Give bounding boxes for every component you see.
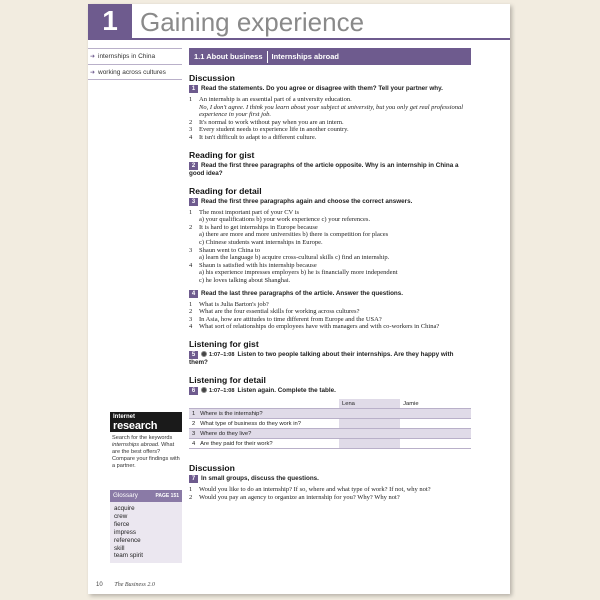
list-item: 3 Shaun went to China to — [189, 246, 261, 254]
glossary-box — [110, 490, 182, 563]
exercise-number: 2 — [189, 162, 198, 170]
glossary-word: acquire — [114, 505, 135, 512]
answer-cell[interactable] — [339, 409, 400, 419]
list-item: 2 It is hard to get internships in Europe because — [189, 223, 318, 231]
header-rule — [88, 38, 510, 40]
chapter-header — [88, 4, 510, 38]
glossary-word: skill — [114, 544, 125, 552]
answer-cell[interactable] — [400, 439, 471, 449]
audio-cd-icon — [201, 351, 207, 357]
example-answer: No, I don't agree. I think you learn about your subject at university, but you only get real professional experience in your first job. — [199, 103, 464, 119]
exercise-number: 4 — [189, 290, 198, 298]
track-reference: 1:07–1:08 — [209, 351, 235, 358]
exercise-number: 5 — [189, 351, 198, 359]
glossary-word: team spirit — [114, 552, 144, 560]
discussion-heading: Discussion — [189, 73, 235, 83]
list-item: 3 In Asia, how are attitudes to time different from Europe and the USA? — [189, 315, 382, 323]
sidebar-link-working-across-cultures[interactable]: ➜ working across cultures — [88, 64, 182, 80]
answer-cell[interactable] — [400, 419, 471, 429]
list-item: 3 Every student needs to experience life in another country. — [189, 126, 349, 134]
list-item: 1 An internship is an essential part of a university education. No, I don't agree. I think you learn about your subject at university, but you only get real professional experience in your first job. — [189, 96, 464, 119]
list-item: 2 What are the four essential skills for working across cultures? — [189, 308, 360, 316]
table-header — [189, 399, 339, 409]
book-title: The Business 2.0 — [114, 582, 155, 588]
answer-cell[interactable] — [400, 429, 471, 439]
glossary-word: reference — [114, 536, 141, 544]
answer-cell[interactable] — [400, 409, 471, 419]
list-item: 1 What is Julia Barton's job? — [189, 300, 269, 308]
exercise-6-instruction: 6 1:07–1:08 Listen again. Complete the table. — [189, 387, 471, 395]
list-item: 4 It isn't difficult to adapt to a different culture. — [189, 133, 317, 141]
exercise-3-instruction: 3 Read the first three paragraphs again and choose the correct answers. — [189, 198, 471, 206]
internet-research-box — [110, 412, 182, 473]
listening-gist-heading: Listening for gist — [189, 338, 259, 349]
glossary-page-ref[interactable]: PAGE 151 — [155, 493, 179, 499]
glossary-title: Glossary — [113, 492, 138, 499]
exercise-5-instruction: 5 1:07–1:08 Listen to two people talking about their internships. Are they happy with them? — [189, 350, 454, 366]
page-footer — [96, 582, 155, 588]
internet-research-logo: Internet research — [110, 412, 182, 432]
glossary-header — [110, 490, 182, 502]
list-item: 1 Would you like to do an internship? If so, where and what type of work? If not, why not? — [189, 486, 431, 494]
audio-cd-icon — [201, 387, 207, 393]
track-reference: 1:07–1:08 — [209, 387, 235, 394]
sidebar-link-internships-china[interactable]: ➜ internships in China — [88, 48, 182, 64]
table-row: 3 Where do they live? — [189, 429, 471, 439]
chapter-title: Gaining experience — [140, 7, 365, 37]
section-banner — [189, 48, 471, 65]
page-number: 10 — [96, 582, 103, 588]
reading-detail-heading: Reading for detail — [189, 185, 262, 196]
arrow-icon: ➜ — [90, 54, 96, 60]
list-item: 4 What sort of relationships do employees have with managers and with co-workers in China? — [189, 323, 440, 331]
glossary-list — [110, 502, 182, 563]
exercise-4-instruction: 4 Read the last three paragraphs of the article. Answer the questions. — [189, 290, 471, 298]
answer-options: c) he loves talking about Shanghai. — [199, 276, 291, 284]
main-content — [189, 48, 471, 502]
listening-detail-heading: Listening for detail — [189, 374, 266, 385]
answer-options: a) there are more and more universities b) there is competition for places — [199, 231, 389, 239]
answer-options: c) Chinese students want internships in Europe. — [199, 238, 323, 246]
exercise-number: 6 — [189, 387, 198, 395]
glossary-word: fierce — [114, 520, 130, 528]
table-header-row — [189, 399, 471, 409]
answer-options: a) his experience impresses employers b) he is financially more independent — [199, 269, 398, 277]
list-item: 2 Would you pay an agency to organize an internship for you? Why? Why not? — [189, 493, 400, 501]
exercise-number: 7 — [189, 475, 198, 483]
exercise-1-instruction: 1 Read the statements. Do you agree or disagree with them? Tell your partner why. — [189, 85, 471, 93]
table-row: 4 Are they paid for their work? — [189, 439, 471, 449]
answer-cell[interactable] — [339, 419, 400, 429]
exercise-2-instruction: 2 Read the first three paragraphs of the article opposite. Why is an internship in China a good idea? — [189, 161, 459, 177]
table-header-jamie: Jamie — [403, 400, 419, 407]
glossary-word: impress — [114, 528, 137, 536]
discussion-heading-2: Discussion — [189, 463, 235, 474]
arrow-icon: ➜ — [90, 70, 96, 76]
section-label: 1.1 About business — [194, 52, 263, 61]
list-item: 4 Shaun is satisfied with his internship because — [189, 261, 317, 269]
table-row: 2 What type of business do they work in? — [189, 419, 471, 429]
answer-cell[interactable] — [339, 439, 400, 449]
exercise-number: 1 — [189, 85, 198, 93]
list-item: 2 It's normal to work without pay when you are an intern. — [189, 118, 344, 126]
sidebar-links — [88, 48, 182, 80]
glossary-word: crew — [114, 512, 128, 520]
answer-options: a) learn the language b) acquire cross-cultural skills c) find an internship. — [199, 254, 390, 262]
list-item: 1 The most important part of your CV is — [189, 208, 300, 216]
chapter-number: 1 — [88, 4, 132, 38]
topic-label: Internships abroad — [271, 52, 340, 61]
table-row: 1 Where is the internship? — [189, 409, 471, 419]
answer-options: a) your qualifications b) your work experience c) your references. — [199, 216, 371, 224]
table-header-lena: Lena — [339, 399, 400, 409]
exercise-number: 3 — [189, 198, 198, 206]
internet-research-text: Search for the keywords internships abroad. What are the best offers? Compare your findings with a partner. — [112, 435, 180, 469]
reading-gist-heading: Reading for gist — [189, 149, 255, 160]
textbook-page — [88, 4, 510, 594]
listening-table — [189, 399, 471, 450]
answer-cell[interactable] — [339, 429, 400, 439]
exercise-7-instruction: 7 In small groups, discuss the questions. — [189, 475, 471, 483]
